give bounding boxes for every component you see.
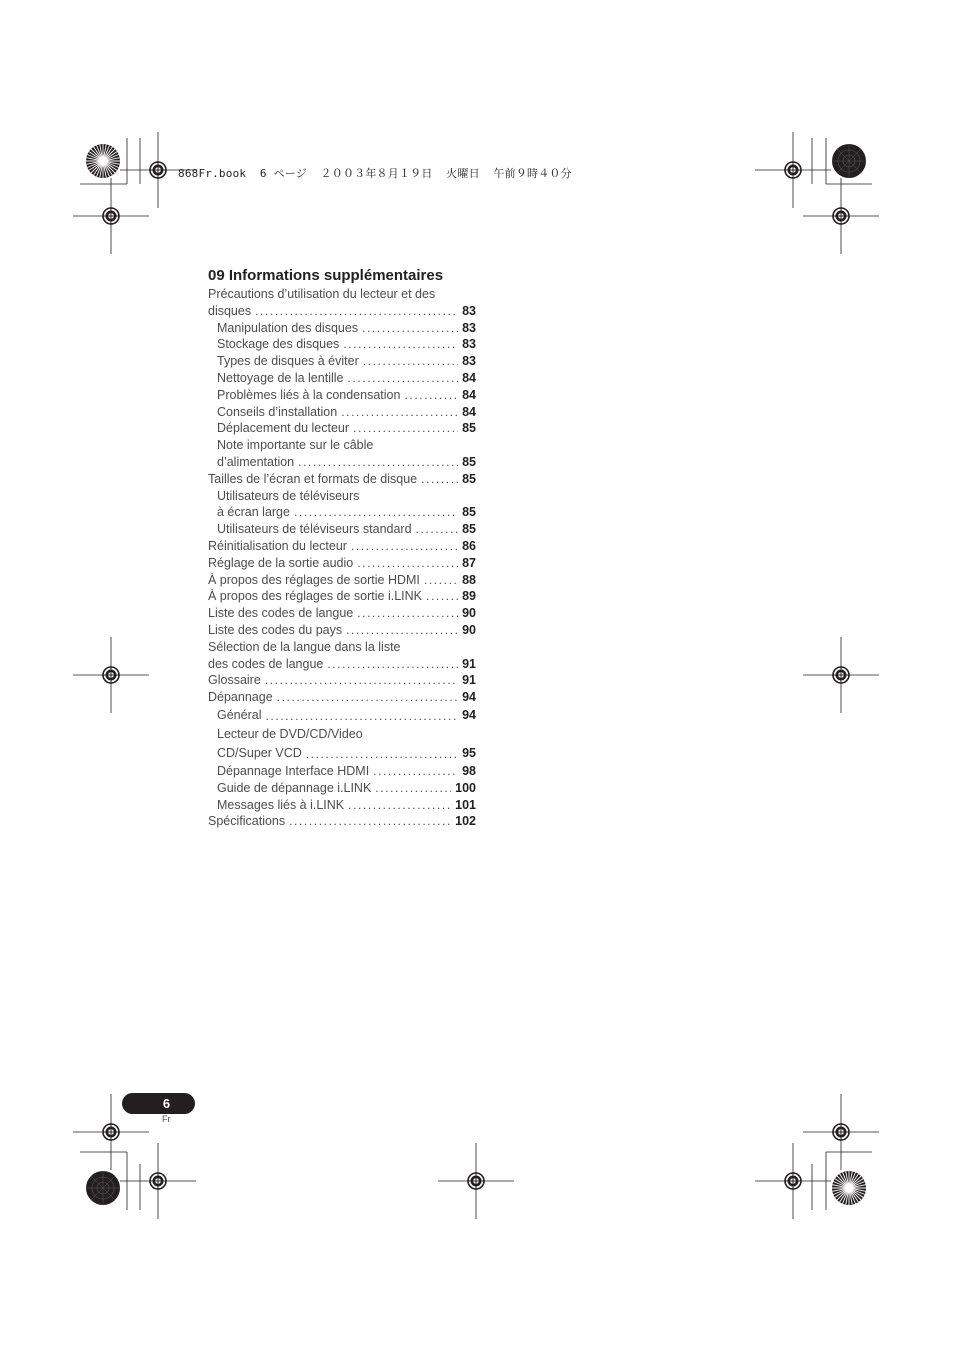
- page-number-badge: [122, 1093, 195, 1114]
- toc-leader-dots: [353, 420, 458, 437]
- toc-entry: [208, 706, 476, 725]
- toc-entry-page: 95: [462, 745, 476, 760]
- toc-entry-page: 86: [462, 538, 476, 553]
- toc-entry-label: Liste des codes de langue: [208, 606, 354, 621]
- toc-entry-label: Réglage de la sortie audio: [208, 555, 354, 570]
- toc-entry-label: Utilisateurs de téléviseurs standard: [217, 522, 412, 537]
- toc-entry-label: Utilisateurs de téléviseurs: [217, 488, 360, 503]
- toc-leader-dots: [298, 454, 458, 471]
- toc-entry-label: des codes de langue: [208, 656, 324, 671]
- toc-entry: [208, 763, 476, 780]
- toc-entry: [208, 437, 476, 454]
- toc-entry: [208, 488, 476, 505]
- toc-entry: [208, 588, 476, 605]
- toc-entry-label: Manipulation des disques: [217, 320, 359, 335]
- toc-entry-page: 90: [462, 606, 476, 621]
- toc-leader-dots: [306, 746, 458, 763]
- toc-leader-dots: [265, 672, 458, 689]
- page-number: 6: [162, 1096, 171, 1111]
- toc-leader-dots: [362, 320, 458, 337]
- toc-entry-label: Glossaire: [208, 673, 261, 688]
- toc-entry-label: Problèmes liés à la condensation: [217, 387, 401, 402]
- toc-leader-dots: [255, 303, 458, 320]
- toc-entry-page: 83: [462, 320, 476, 335]
- toc-entry-label: Stockage des disques: [217, 337, 340, 352]
- toc-entry-label: Types de disques à éviter: [217, 354, 359, 369]
- toc-leader-dots: [357, 555, 458, 572]
- toc-entry-label: Nettoyage de la lentille: [217, 370, 344, 385]
- toc-entry-page: 94: [462, 707, 476, 722]
- toc-entry-page: 83: [462, 354, 476, 369]
- toc-entry-page: 91: [462, 656, 476, 671]
- page-language: Fr: [162, 1114, 171, 1124]
- toc-entry: [208, 622, 476, 639]
- toc-entry-label: Sélection de la langue dans la liste: [208, 639, 401, 654]
- toc-entry-page: 85: [462, 454, 476, 469]
- toc-entry-page: 85: [462, 505, 476, 520]
- toc-entry-page: 83: [462, 337, 476, 352]
- toc-entry-label: à écran large: [217, 505, 290, 520]
- toc-leader-dots: [424, 572, 458, 589]
- table-of-contents: [208, 266, 476, 830]
- toc-entry: [208, 538, 476, 555]
- toc-entry: [208, 639, 476, 656]
- toc-entry-page: 84: [462, 370, 476, 385]
- toc-entry: [208, 454, 476, 471]
- toc-entry-label: Messages liés à i.LINK: [217, 797, 345, 812]
- toc-entry-page: 88: [462, 572, 476, 587]
- toc-entry-label: Lecteur de DVD/CD/Video: [217, 726, 363, 741]
- toc-leader-dots: [346, 622, 458, 639]
- toc-leader-dots: [265, 708, 458, 725]
- toc-entry: [208, 672, 476, 689]
- toc-entry-page: 98: [462, 763, 476, 778]
- toc-leader-dots: [277, 689, 458, 706]
- toc-entry-page: 100: [455, 780, 476, 795]
- toc-entry: [208, 353, 476, 370]
- toc-entry-label: disques: [208, 303, 252, 318]
- toc-entry: [208, 521, 476, 538]
- toc-entry-page: 85: [462, 522, 476, 537]
- toc-entry-page: 91: [462, 673, 476, 688]
- toc-entry-label: Général: [217, 707, 262, 722]
- toc-entry-label: À propos des réglages de sortie HDMI: [208, 572, 420, 587]
- toc-entry: [208, 504, 476, 521]
- toc-list: [208, 286, 476, 830]
- toc-entry: [208, 744, 476, 763]
- toc-entry-page: 101: [455, 797, 476, 812]
- toc-entry-label: Dépannage: [208, 690, 273, 705]
- toc-entry: [208, 797, 476, 814]
- toc-entry-page: 89: [462, 589, 476, 604]
- section-title: 09 Informations supplémentaires: [208, 267, 444, 284]
- toc-entry: [208, 404, 476, 421]
- toc-leader-dots: [347, 370, 458, 387]
- toc-entry: [208, 387, 476, 404]
- toc-entry-label: Liste des codes du pays: [208, 622, 343, 637]
- toc-leader-dots: [426, 588, 458, 605]
- toc-entry: [208, 813, 476, 830]
- toc-entry: [208, 780, 476, 797]
- toc-entry: [208, 471, 476, 488]
- toc-entry: [208, 286, 476, 303]
- toc-entry-page: 94: [462, 690, 476, 705]
- toc-entry-page: 83: [462, 303, 476, 318]
- print-header: 868Fr.book 6 ページ ２００３年８月１９日 火曜日 午前９時４０分: [178, 167, 572, 180]
- toc-entry-page: 84: [462, 404, 476, 419]
- toc-entry-label: d’alimentation: [217, 454, 295, 469]
- toc-entry: [208, 555, 476, 572]
- toc-leader-dots: [375, 780, 451, 797]
- toc-entry: [208, 420, 476, 437]
- toc-entry-label: Réinitialisation du lecteur: [208, 538, 347, 553]
- toc-entry-page: 84: [462, 387, 476, 402]
- toc-entry: [208, 320, 476, 337]
- toc-leader-dots: [373, 763, 458, 780]
- toc-leader-dots: [421, 471, 458, 488]
- toc-entry-page: 90: [462, 622, 476, 637]
- toc-entry: [208, 689, 476, 706]
- toc-entry-label: Précautions d’utilisation du lecteur et des: [208, 287, 436, 301]
- toc-entry-label: CD/Super VCD: [217, 745, 302, 760]
- toc-leader-dots: [357, 605, 458, 622]
- toc-entry-page: 87: [462, 555, 476, 570]
- toc-entry-label: À propos des réglages de sortie i.LINK: [208, 589, 423, 604]
- toc-leader-dots: [294, 504, 458, 521]
- toc-entry: [208, 303, 476, 320]
- toc-leader-dots: [289, 813, 451, 830]
- toc-leader-dots: [404, 387, 458, 404]
- toc-entry: [208, 370, 476, 387]
- toc-entry-page: 85: [462, 421, 476, 436]
- toc-entry-page: 102: [455, 814, 476, 829]
- toc-entry: [208, 336, 476, 353]
- toc-entry: [208, 572, 476, 589]
- toc-entry-label: Conseils d’installation: [217, 404, 338, 419]
- toc-entry-label: Déplacement du lecteur: [217, 421, 350, 436]
- toc-entry-label: Dépannage Interface HDMI: [217, 763, 370, 778]
- toc-entry: [208, 656, 476, 673]
- toc-entry-label: Tailles de l’écran et formats de disque: [208, 471, 418, 486]
- toc-entry: [208, 725, 476, 744]
- toc-leader-dots: [351, 538, 458, 555]
- toc-leader-dots: [348, 797, 451, 814]
- toc-leader-dots: [343, 336, 458, 353]
- toc-entry-label: Spécifications: [208, 814, 286, 829]
- toc-leader-dots: [363, 353, 458, 370]
- toc-leader-dots: [416, 521, 459, 538]
- toc-entry-label: Guide de dépannage i.LINK: [217, 780, 372, 795]
- toc-entry-label: Note importante sur le câble: [217, 438, 374, 453]
- toc-leader-dots: [341, 404, 458, 421]
- toc-entry: [208, 605, 476, 622]
- toc-entry-page: 85: [462, 471, 476, 486]
- toc-leader-dots: [327, 656, 458, 673]
